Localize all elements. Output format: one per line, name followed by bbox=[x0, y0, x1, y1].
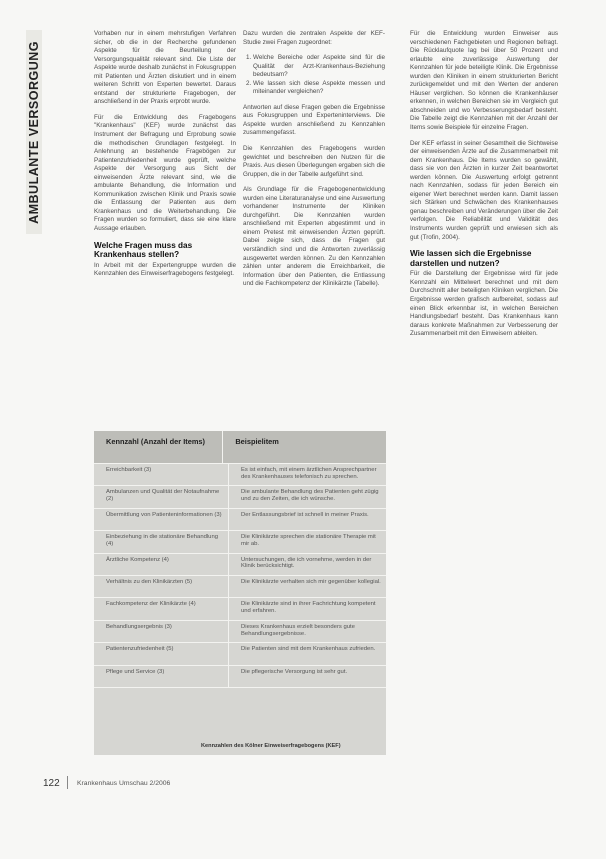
table-row bbox=[94, 666, 386, 688]
numbered-list bbox=[243, 54, 385, 97]
table-row bbox=[94, 486, 386, 508]
kennzahlen-table bbox=[94, 431, 386, 755]
cell-beispiel: Dieses Krankenhaus erzielt besonders gute Behandlungsergebnisse. bbox=[228, 621, 386, 642]
list-item: 2. Wie lassen sich diese Aspekte messen und miteinander vergleichen? bbox=[253, 80, 385, 97]
cell-kennzahl: Pflege und Service (3) bbox=[106, 668, 165, 675]
paragraph: Die Kennzahlen des Fragebogens wurden gewichtet und beschreiben den Nutzen für die Praxis. Aus diesen Überlegungen ergaben sich die Gruppen, die in der Tabelle aufgeführt sind. bbox=[243, 145, 385, 178]
paragraph: Als Grundlage für die Fragebogenentwicklung wurden eine Literaturanalyse und eine Auswertung vorhandener Instrumente der Kliniken durchgeführt. Die Kennzahlen wurden anschließend mit Experten abgestimmt und in einem Pretest mit einweisenden Ärzten geprüft. Dabei zeigte sich, dass die Fragen gut verständlich sind und die Antworten zuverlässig ausgewertet werden können. Zu den Kennzahlen zählen unter anderem die Erreichbarkeit, die Information über den Patienten, die Entlassung und die Fachkompetenz der Klinikärzte (Tabelle). bbox=[243, 186, 385, 288]
cell-beispiel: Der Entlassungsbrief ist schnell in meiner Praxis. bbox=[228, 509, 386, 530]
paragraph: Vorhaben nur in einem mehrstufigen Verfahren sicher, ob die in der Recherche gefundenen Aspekte für die Beurteilung der Versorgungsqualität relevant sind. Die Liste der Aspekte wurde deshalb zunächst in Fokusgruppen mit Patienten und Ärzten diskutiert und in einem weiteren Schritt von Experten bewertet. Daraus entstand der strukturierte Fragebogen, der anschließend in der Praxis erprobt wurde. bbox=[94, 30, 236, 106]
page-number: 122 bbox=[43, 778, 60, 789]
section-heading: Wie lassen sich die Ergebnisse darstellen und nutzen? bbox=[410, 249, 532, 268]
header-beispielitem: Beispielitem bbox=[222, 431, 386, 463]
text-column-2 bbox=[243, 30, 385, 296]
table-row bbox=[94, 576, 386, 598]
cell-kennzahl: Übermittlung von Patienteninformationen (3) bbox=[106, 511, 222, 518]
cell-kennzahl: Patientenzufriedenheit (5) bbox=[106, 646, 174, 653]
paragraph: In Arbeit mit der Expertengruppe wurden die Kennzahlen des Einweiserfragebogens festgelegt. bbox=[94, 261, 236, 278]
cell-kennzahl: Behandlungsergebnis (3) bbox=[106, 623, 172, 630]
cell-beispiel: Die ambulante Behandlung des Patienten geht zügig und zu den Zeiten, die ich wünsche. bbox=[228, 486, 386, 507]
cell-beispiel: Es ist einfach, mit einem ärztlichen Ansprechpartner des Krankenhauses telefonisch zu sprechen. bbox=[228, 464, 386, 485]
section-label: AMBULANTE VERSORGUNG bbox=[27, 40, 41, 224]
text-column-3 bbox=[410, 30, 558, 346]
paragraph: Für die Darstellung der Ergebnisse wird für jede Kennzahl ein Mittelwert berechnet und mit dem Durchschnitt aller beteiligten Kliniken verglichen. Die Ergebnisse werden grafisch aufbereitet, sodass auf einen Blick erkennbar ist, in welchen Bereichen Handlungsbedarf besteht. Das Krankenhaus kann daraus konkrete Maßnahmen zur Verbesserung der Zusammenarbeit mit den Einweisern ableiten. bbox=[410, 270, 558, 338]
paragraph: Antworten auf diese Fragen geben die Ergebnisse aus Fokusgruppen und Experteninterviews. Die Aspekte wurden anschließend zu Kennzahlen zusammengefasst. bbox=[243, 103, 385, 137]
section-heading: Welche Fragen muss das Krankenhaus stellen? bbox=[94, 240, 193, 260]
paragraph: Der KEF erfasst in seiner Gesamtheit die Sichtweise der einweisenden Ärzte auf die Zusammenarbeit mit dem Krankenhaus. Die Items wurden so gewählt, dass sie von den Ärzten in kurzer Zeit beantwortet werden können. Die Auswertung erfolgt getrennt nach Kennzahlen, sodass für jeden Bereich ein eigener Wert berechnet werden kann. Damit lassen sich Stärken und Schwächen des Krankenhauses genau beschreiben und Veränderungen über die Zeit verfolgen. Die Reliabilität und Validität des Instruments wurden geprüft und erwiesen sich als gut (Trofin, 2004). bbox=[410, 139, 558, 241]
table-header bbox=[94, 431, 386, 464]
cell-beispiel: Die Patienten sind mit dem Krankenhaus zufrieden. bbox=[228, 643, 386, 664]
table-row bbox=[94, 531, 386, 553]
cell-beispiel: Untersuchungen, die ich vornehme, werden in der Klinik berücksichtigt. bbox=[228, 554, 386, 575]
cell-beispiel: Die pflegerische Versorgung ist sehr gut. bbox=[228, 666, 386, 687]
cell-kennzahl: Erreichbarkeit (3) bbox=[106, 467, 152, 473]
cell-kennzahl: Verhältnis zu den Klinikärzten (5) bbox=[106, 578, 193, 585]
cell-beispiel: Die Klinikärzte verhalten sich mir gegenüber kollegial. bbox=[228, 576, 386, 597]
table-row bbox=[94, 621, 386, 643]
cell-beispiel: Die Klinikärzte sprechen die stationäre Therapie mit mir ab. bbox=[228, 531, 386, 552]
table-row bbox=[94, 554, 386, 576]
cell-kennzahl: Fachkompetenz der Klinikärzte (4) bbox=[106, 601, 196, 608]
table-row bbox=[94, 598, 386, 620]
text-column-1 bbox=[94, 30, 236, 286]
cell-kennzahl: Ambulanzen und Qualität der Notaufnahme (2) bbox=[106, 489, 220, 503]
table-caption: Kennzahlen des Kölner Einweiserfragebogens (KEF) bbox=[201, 743, 341, 749]
header-kennzahl: Kennzahl (Anzahl der Items) bbox=[106, 437, 205, 446]
cell-kennzahl: Einbeziehung in die stationäre Behandlung (4) bbox=[106, 534, 219, 547]
paragraph: Für die Entwicklung wurden Einweiser aus verschiedenen Fachgebieten und Regionen befragt. Die Rücklaufquote lag bei über 50 Prozent und erlaubte eine zuverlässige Auswertung der Kennzahlen für jede beteiligte Klinik. Die Ergebnisse wurden den Kliniken in einem strukturierten Bericht zurückgemeldet und mit den Werten der anderen Häuser verglichen. So können die Krankenhäuser erkennen, in welchen Bereichen sie im Vergleich gut abschneiden und wo Verbesserungsbedarf besteht. Die Tabelle zeigt die Kennzahlen mit der Anzahl der Items sowie Beispiele für einzelne Fragen. bbox=[410, 30, 558, 132]
cell-kennzahl: Ärztliche Kompetenz (4) bbox=[106, 556, 169, 563]
table-row bbox=[94, 464, 386, 486]
table-row bbox=[94, 643, 386, 665]
list-item: 1. Welche Bereiche oder Aspekte sind für die Qualität der Arzt-Krankenhaus-Beziehung bedeutsam? bbox=[253, 54, 385, 80]
table-row bbox=[94, 509, 386, 531]
publication-name: Krankenhaus Umschau 2/2006 bbox=[77, 780, 171, 787]
paragraph: Dazu wurden die zentralen Aspekte der KEF-Studie zwei Fragen zugeordnet: bbox=[243, 30, 385, 46]
paragraph: Für die Entwicklung des Fragebogens "Krankenhaus" (KEF) wurde zunächst das Instrument der Befragung und Erprobung sowie die methodischen Grundlagen festgelegt. In Anlehnung an bestehende Fragebögen zur Patientenzufriedenheit wurde geprüft, welche Aspekte der Versorgung aus Sicht der einweisenden Ärzte relevant sind, wie die ambulante Behandlung, die Information und Kommunikation zwischen Klinik und Praxis sowie die Entlassung der Patienten aus dem Krankenhaus und die Weiterbehandlung. Die Fragen wurden so formuliert, dass sie eine klare Aussage erlauben. bbox=[94, 113, 236, 233]
footer-divider bbox=[67, 776, 68, 789]
section-tab bbox=[26, 30, 42, 234]
cell-beispiel: Die Klinikärzte sind in ihrer Fachrichtung kompetent und erfahren. bbox=[228, 598, 386, 619]
